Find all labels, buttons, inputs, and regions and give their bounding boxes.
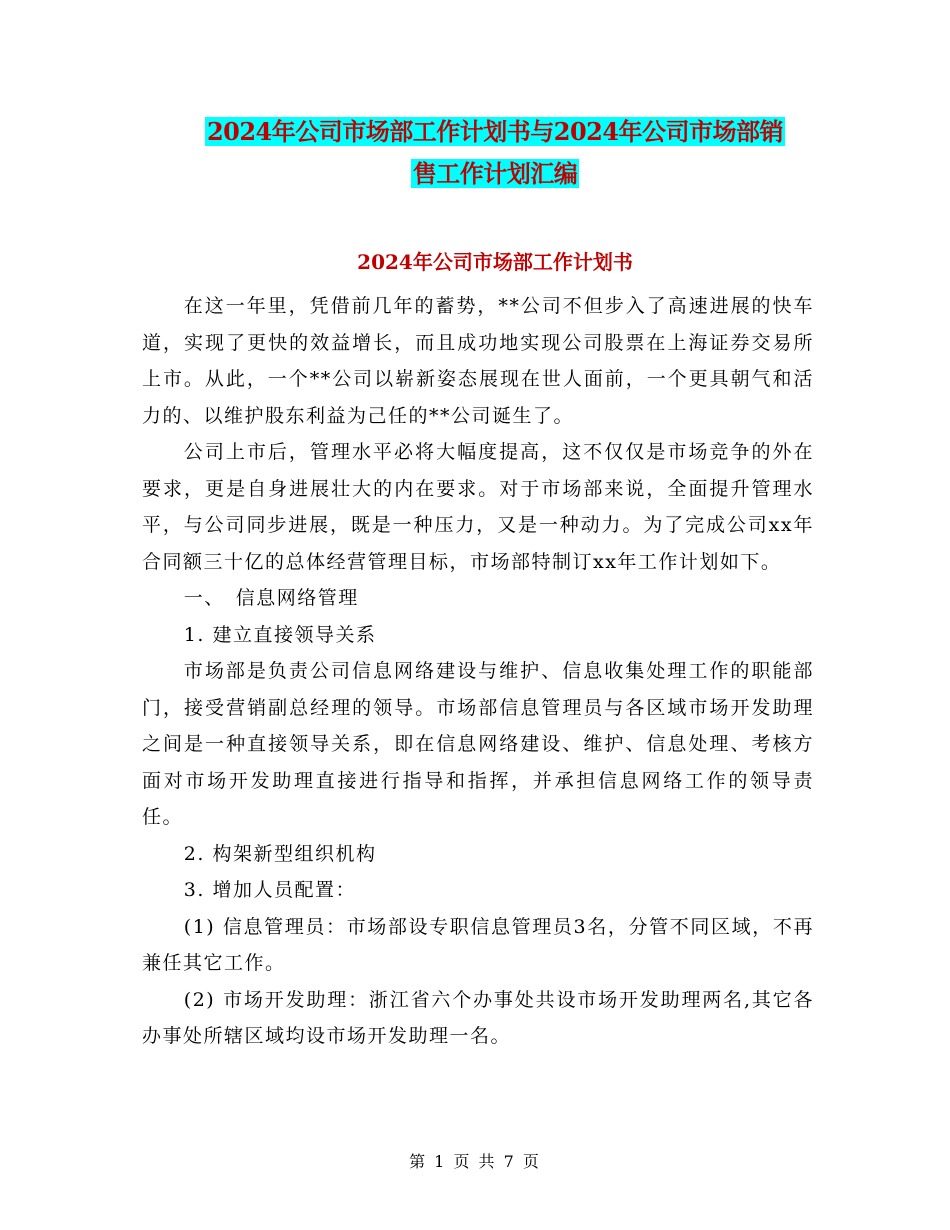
paragraph: 市场部是负责公司信息网络建设与维护、信息收集处理工作的职能部门，接受营销副总经理的领导。市场部信息管理员与各区域市场开发助理之间是一种直接领导关系，即在信息网络建设、维护、信息处理、考核方面对市场开发助理直接进行指导和指挥，并承担信息网络工作的领导责任。 <box>142 660 814 828</box>
list-item: (2) 市场开发助理：浙江省六个办事处共设市场开发助理两名,其它各办事处所辖区域均设市场开发助理一名。 <box>142 988 814 1047</box>
list-item: (1) 信息管理员：市场部设专职信息管理员3名，分管不同区域，不再兼任其它工作。 <box>142 915 814 974</box>
list-item: 1. 建立直接领导关系 <box>183 623 377 646</box>
section-title: 2024年公司市场部工作计划书 <box>357 250 633 274</box>
document-body <box>142 288 814 1055</box>
document-title-line-1 <box>140 108 850 156</box>
list-item: 3. 增加人员配置： <box>183 879 356 901</box>
document-title-line-1-text: 2024年公司市场部工作计划书与2024年公司市场部销 <box>206 117 784 146</box>
list-heading: 一、 信息网络管理 <box>183 587 359 609</box>
document-title-line-2-text: 售工作计划汇编 <box>412 159 578 188</box>
list-item: 2. 构架新型组织机构 <box>183 842 377 865</box>
paragraph: 在这一年里，凭借前几年的蓄势，**公司不但步入了高速进展的快车道，实现了更快的效益增长，而且成功地实现公司股票在上海证券交易所上市。从此，一个**公司以崭新姿态展现在世人面前，一个更具朝气和活力的、以维护股东利益为己任的**公司诞生了。 <box>142 295 814 427</box>
document-title-line-2 <box>140 150 850 198</box>
page-number-footer: 第 1 页 共 7 页 <box>409 1152 541 1171</box>
paragraph: 公司上市后，管理水平必将大幅度提高，这不仅仅是市场竞争的外在要求，更是自身进展壮大的内在要求。对于市场部来说，全面提升管理水平，与公司同步进展，既是一种压力，又是一种动力。为了完成公司xx年合同额三十亿的总体经营管理目标，市场部特制订xx年工作计划如下。 <box>142 441 814 573</box>
